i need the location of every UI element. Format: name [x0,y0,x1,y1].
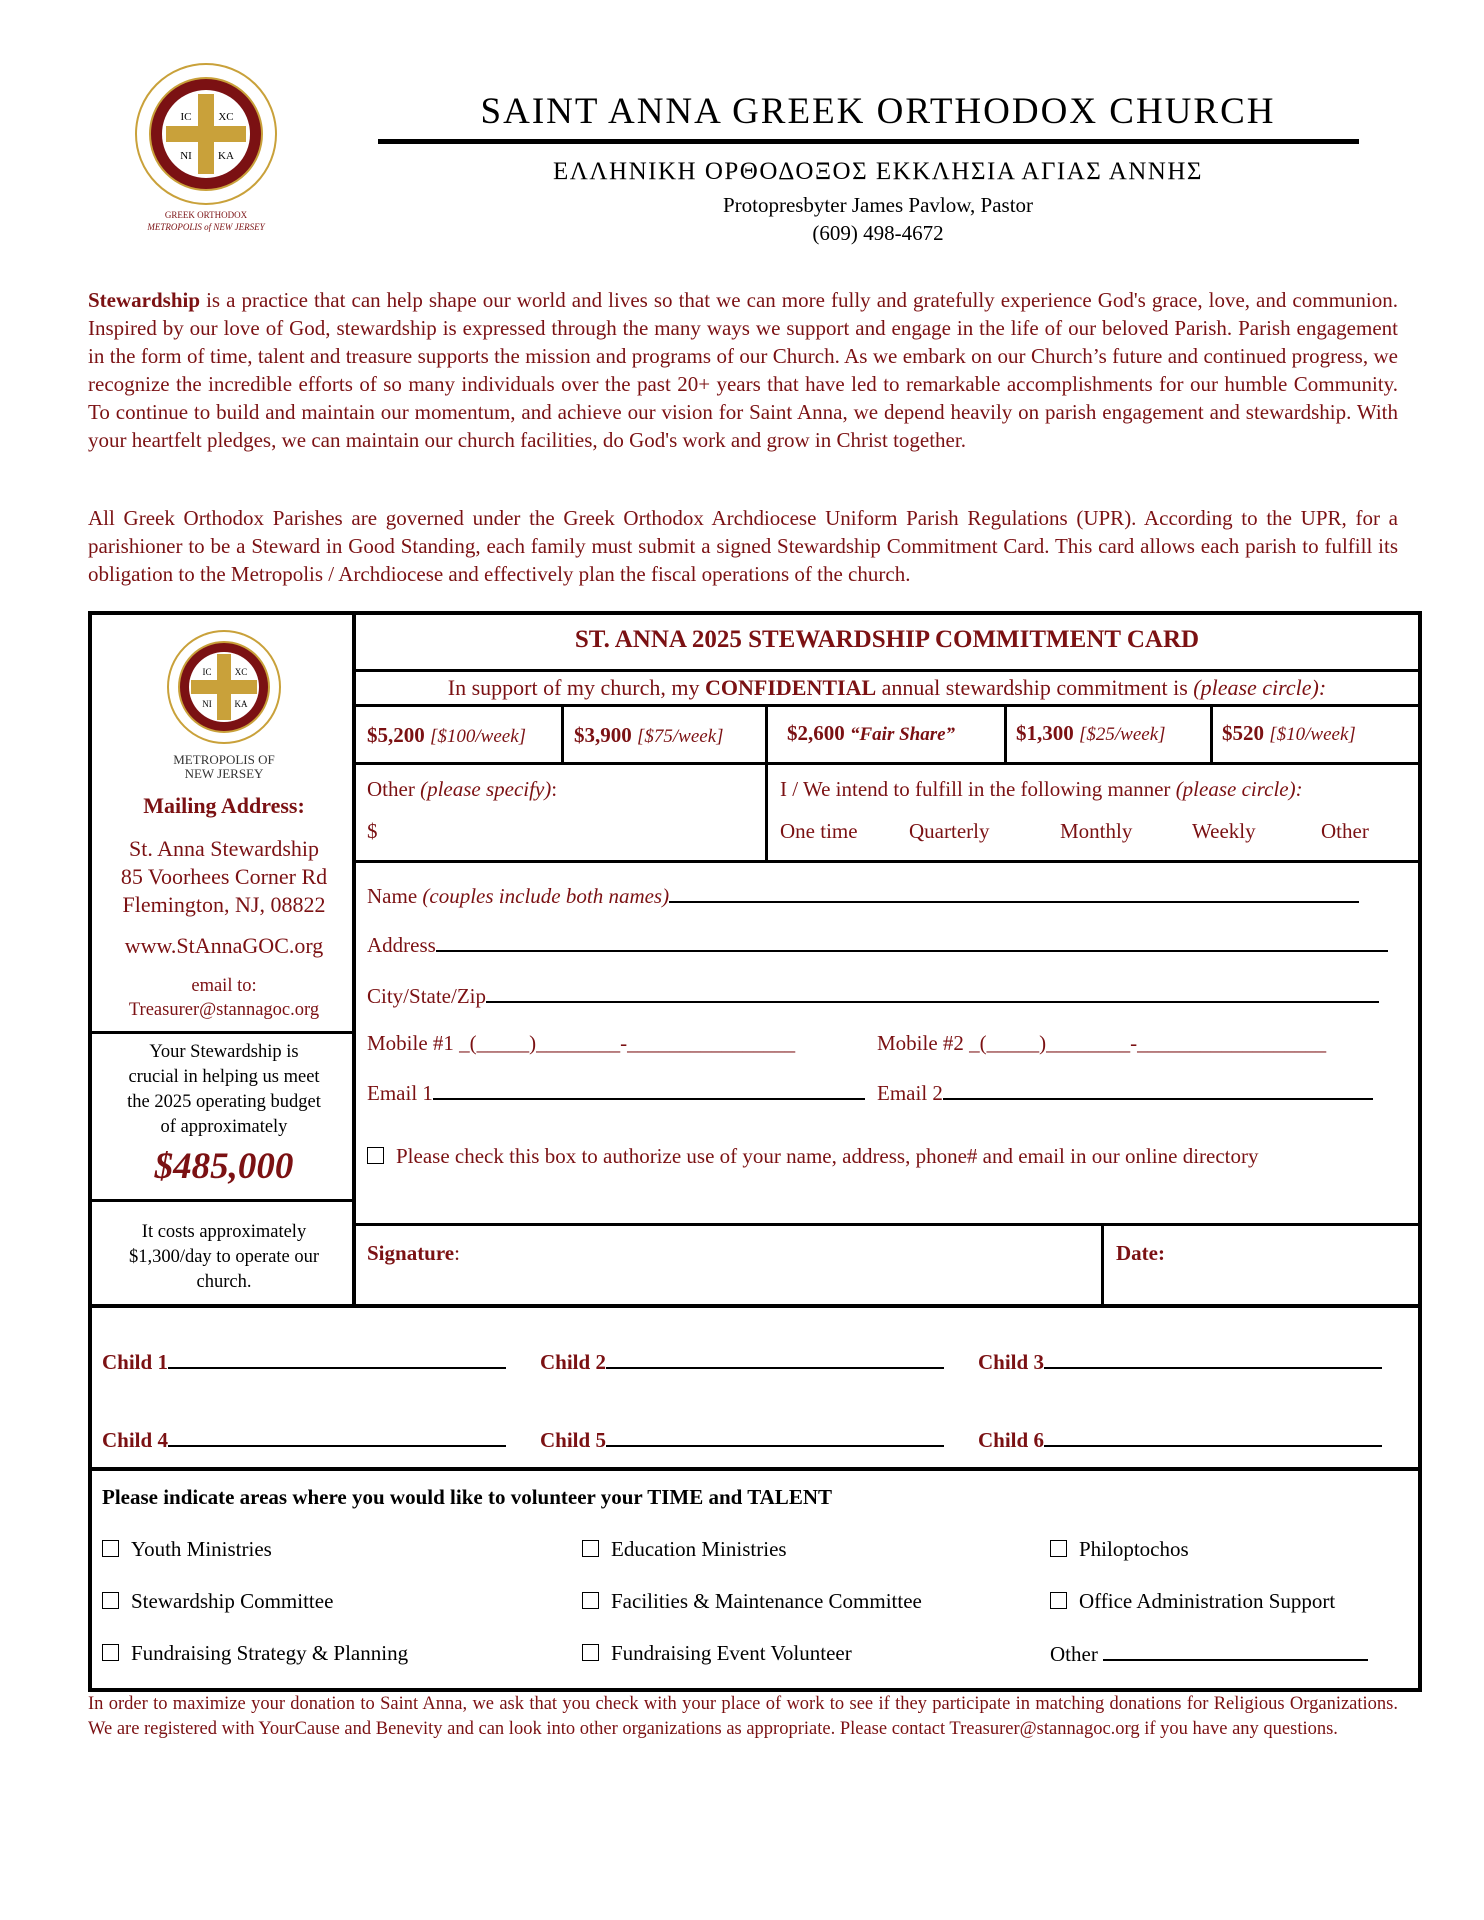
child-6-field[interactable] [978,1427,1382,1453]
date-field[interactable]: Date: [1116,1241,1165,1265]
volunteer-facilities-maintenance[interactable] [582,1589,922,1614]
sidebar-logo-caption-1: METROPOLIS OF [173,752,275,767]
support-text-1: In support of my church, my [447,675,706,700]
checkbox[interactable] [1050,1592,1067,1609]
email-label: email to: [191,976,257,996]
cost-line-1: It costs approximately [141,1222,307,1242]
svg-text:IC: IC [180,111,192,123]
daily-cost-note [92,1220,356,1295]
frequency-quarterly[interactable]: Quarterly [909,819,990,843]
name-label: Name [367,884,423,908]
svg-text:KA: KA [234,699,248,709]
volunteer-other-label: Other [1050,1642,1098,1666]
checkbox[interactable] [102,1592,119,1609]
budget-note [92,1040,356,1140]
amount-value: $1,300 [1016,721,1074,745]
directory-consent[interactable] [367,1144,1259,1169]
volunteer-education-ministries[interactable] [582,1537,787,1562]
mailing-address-heading: Mailing Address: [143,793,305,818]
checkbox[interactable] [582,1644,599,1661]
cost-line-2: $1,300/day to operate our [128,1247,320,1267]
name-hint: (couples include both names) [422,884,670,908]
email-2-field[interactable] [877,1080,1373,1106]
volunteer-heading: Please indicate areas where you would like to volunteer your TIME and TALENT [102,1485,832,1509]
stewardship-lead: Stewardship [88,288,201,312]
city-state-zip-field[interactable] [367,983,1379,1009]
amount-option-520[interactable] [1222,721,1356,746]
amount-option-5200[interactable] [367,723,526,748]
child-label: Child 5 [540,1428,606,1452]
signature-field[interactable] [367,1241,460,1266]
commitment-card-form [88,611,1422,1692]
volunteer-label: Fundraising Strategy & Planning [131,1641,409,1665]
volunteer-youth-ministries[interactable] [102,1537,272,1562]
intend-please-circle: (please circle): [1175,777,1303,801]
email-1-field[interactable] [367,1080,865,1106]
frequency-monthly[interactable]: Monthly [1060,819,1133,843]
cost-line-3: church. [196,1272,252,1292]
budget-amount: $485,000 [154,1146,294,1187]
intro-paragraph-1 [88,286,1398,454]
volunteer-fundraising-strategy[interactable] [102,1641,408,1666]
checkbox[interactable] [582,1592,599,1609]
address-label: Address [367,933,436,957]
logo-caption-2: METROPOLIS of NEW JERSEY [147,222,265,232]
mobile-2-field[interactable]: Mobile #2 _(_____)________-__________________ [877,1031,1327,1055]
directory-checkbox[interactable] [367,1147,384,1164]
address-line-3: Flemington, NJ, 08822 [122,892,326,917]
support-text-2: annual stewardship commitment is [876,675,1194,700]
metropolis-seal-logo [132,60,280,238]
amount-note: [$10/week] [1269,724,1356,745]
other-colon: : [551,777,558,801]
address-line-1: St. Anna Stewardship [128,836,320,861]
logo-caption-1: GREEK ORTHODOX [164,210,248,220]
volunteer-philoptochos[interactable] [1050,1537,1189,1562]
card-title: ST. ANNA 2025 STEWARDSHIP COMMITMENT CARD [574,626,1200,653]
amount-value: $5,200 [367,723,425,747]
budget-line-3: the 2025 operating budget [127,1092,321,1112]
mobile-1-field[interactable]: Mobile #1 _(_____)________-________________ [367,1031,796,1055]
mailing-address [92,835,356,919]
child-label: Child 2 [540,1350,606,1374]
amount-note: [$25/week] [1079,724,1166,745]
checkbox[interactable] [1050,1540,1067,1557]
volunteer-stewardship-committee[interactable] [102,1589,333,1614]
child-label: Child 4 [102,1428,168,1452]
amount-value: $3,900 [574,723,632,747]
volunteer-label: Philoptochos [1079,1537,1189,1561]
volunteer-label: Education Ministries [611,1537,787,1561]
frequency-other[interactable]: Other [1321,819,1369,843]
address-field[interactable] [367,932,1388,958]
volunteer-fundraising-event[interactable] [582,1641,852,1666]
support-statement [356,675,1418,701]
intro-paragraph-1-text: is a practice that can help shape our world and lives so that we can more fully and gratefully experience God's grace, love, and communion. Inspired by our love of God, stewardship is expressed through the many ways we support and engage in the life of our beloved Parish. Parish engagement in the form of time, talent and treasure supports the mission and programs of our Church. As we embark on our Church’s future and continued progress, we recognize the incredible efforts of so many individuals over the past 20+ years that have led to remarkable accomplishments for our humble Community. To continue to build and maintain our momentum, and achieve our vision for Saint Anna, we depend heavily on parish engagement and stewardship. With your heartfelt pledges, we can maintain our church facilities, do God's work and grow in Christ together. [88,288,1398,452]
svg-text:XC: XC [234,667,248,677]
directory-consent-text: Please check this box to authorize use of your name, address, phone# and email in our online directory [396,1144,1259,1168]
intend-text: I / We intend to fulfill in the following manner [780,777,1176,801]
volunteer-label: Fundraising Event Volunteer [611,1641,852,1665]
email-2-label: Email 2 [877,1081,943,1105]
other-label: Other [367,777,421,801]
svg-text:NI: NI [202,699,212,709]
amount-value: $2,600 [787,721,845,745]
child-3-field[interactable] [978,1349,1382,1375]
checkbox[interactable] [102,1644,119,1661]
child-4-field[interactable] [102,1427,506,1453]
address-line-2: 85 Voorhees Corner Rd [120,864,328,889]
child-label: Child 6 [978,1428,1044,1452]
volunteer-label: Office Administration Support [1079,1589,1336,1613]
volunteer-other-field[interactable] [1050,1641,1368,1667]
other-amount-input[interactable]: $ [367,819,378,843]
amount-note: “Fair Share” [850,724,956,745]
matching-donations-note: In order to maximize your donation to Saint Anna, we ask that you check with your place of work to see if they participate in matching donations for Religious Organizations. We are registered with YourCause and Benevity and can look into other organizations as appropriate. Please contact Treasurer@stannagoc.org if you have any questions. [88,1694,1398,1739]
svg-text:IC: IC [202,667,212,677]
signature-label: Signature [367,1241,455,1265]
greek-title: ΕΛΛΗΝΙΚΗ ΟΡΘΟΔΟΞΟΣ ΕΚΚΛΗΣΙΑ ΑΓΙΑΣ ΑΝΝΗΣ [553,158,1203,185]
fulfill-manner-label [780,777,1303,802]
volunteer-label: Stewardship Committee [131,1589,334,1613]
website-link[interactable]: www.StAnnaGOC.org [124,933,324,958]
volunteer-office-admin[interactable] [1050,1589,1335,1614]
title-underline [378,139,1359,144]
pastor-name: Protopresbyter James Pavlow, Pastor [722,193,1034,217]
support-please-circle: (please circle): [1193,675,1327,700]
svg-text:KA: KA [218,150,234,162]
amount-note: [$75/week] [637,726,724,747]
frequency-weekly[interactable]: Weekly [1192,819,1256,843]
amount-note: [$100/week] [430,726,527,747]
page-title: SAINT ANNA GREEK ORTHODOX CHURCH [480,91,1276,132]
checkbox[interactable] [582,1540,599,1557]
amount-value: $520 [1222,721,1264,745]
budget-line-2: crucial in helping us meet [128,1067,320,1087]
intro-paragraph-2: All Greek Orthodox Parishes are governed under the Greek Orthodox Archdiocese Uniform Parish Regulations (UPR). According to the UPR, for a parishioner to be a Steward in Good Standing, each family must submit a signed Stewardship Commitment Card. This card allows each parish to fulfill its obligation to the Metropolis / Archdiocese and effectively plan the fiscal operations of the church. [88,506,1398,586]
child-label: Child 3 [978,1350,1044,1374]
treasurer-email-link[interactable]: Treasurer@stannagoc.org [128,1000,320,1020]
child-2-field[interactable] [540,1349,944,1375]
svg-text:NI: NI [180,150,192,162]
child-label: Child 1 [102,1350,168,1374]
amount-option-3900[interactable] [574,723,724,748]
email-1-label: Email 1 [367,1081,433,1105]
budget-line-1: Your Stewardship is [149,1042,299,1062]
signature-colon: : [454,1241,460,1265]
volunteer-label: Youth Ministries [131,1537,272,1561]
child-1-field[interactable] [102,1349,506,1375]
amount-option-2600[interactable] [787,721,955,746]
other-amount-label [367,777,557,802]
sidebar-seal-logo [92,627,356,767]
budget-line-4: of approximately [160,1117,288,1137]
child-5-field[interactable] [540,1427,944,1453]
volunteer-label: Facilities & Maintenance Committee [611,1589,922,1613]
city-label: City/State/Zip [367,984,486,1008]
sidebar-logo-caption-2: NEW JERSEY [184,766,264,781]
other-please-specify: (please specify) [420,777,552,801]
support-confidential: CONFIDENTIAL [705,675,877,700]
svg-text:XC: XC [218,111,234,123]
church-phone: (609) 498-4672 [812,221,944,245]
frequency-one-time[interactable]: One time [780,819,858,843]
checkbox[interactable] [102,1540,119,1557]
name-field[interactable] [367,883,1359,909]
amount-option-1300[interactable] [1016,721,1166,746]
